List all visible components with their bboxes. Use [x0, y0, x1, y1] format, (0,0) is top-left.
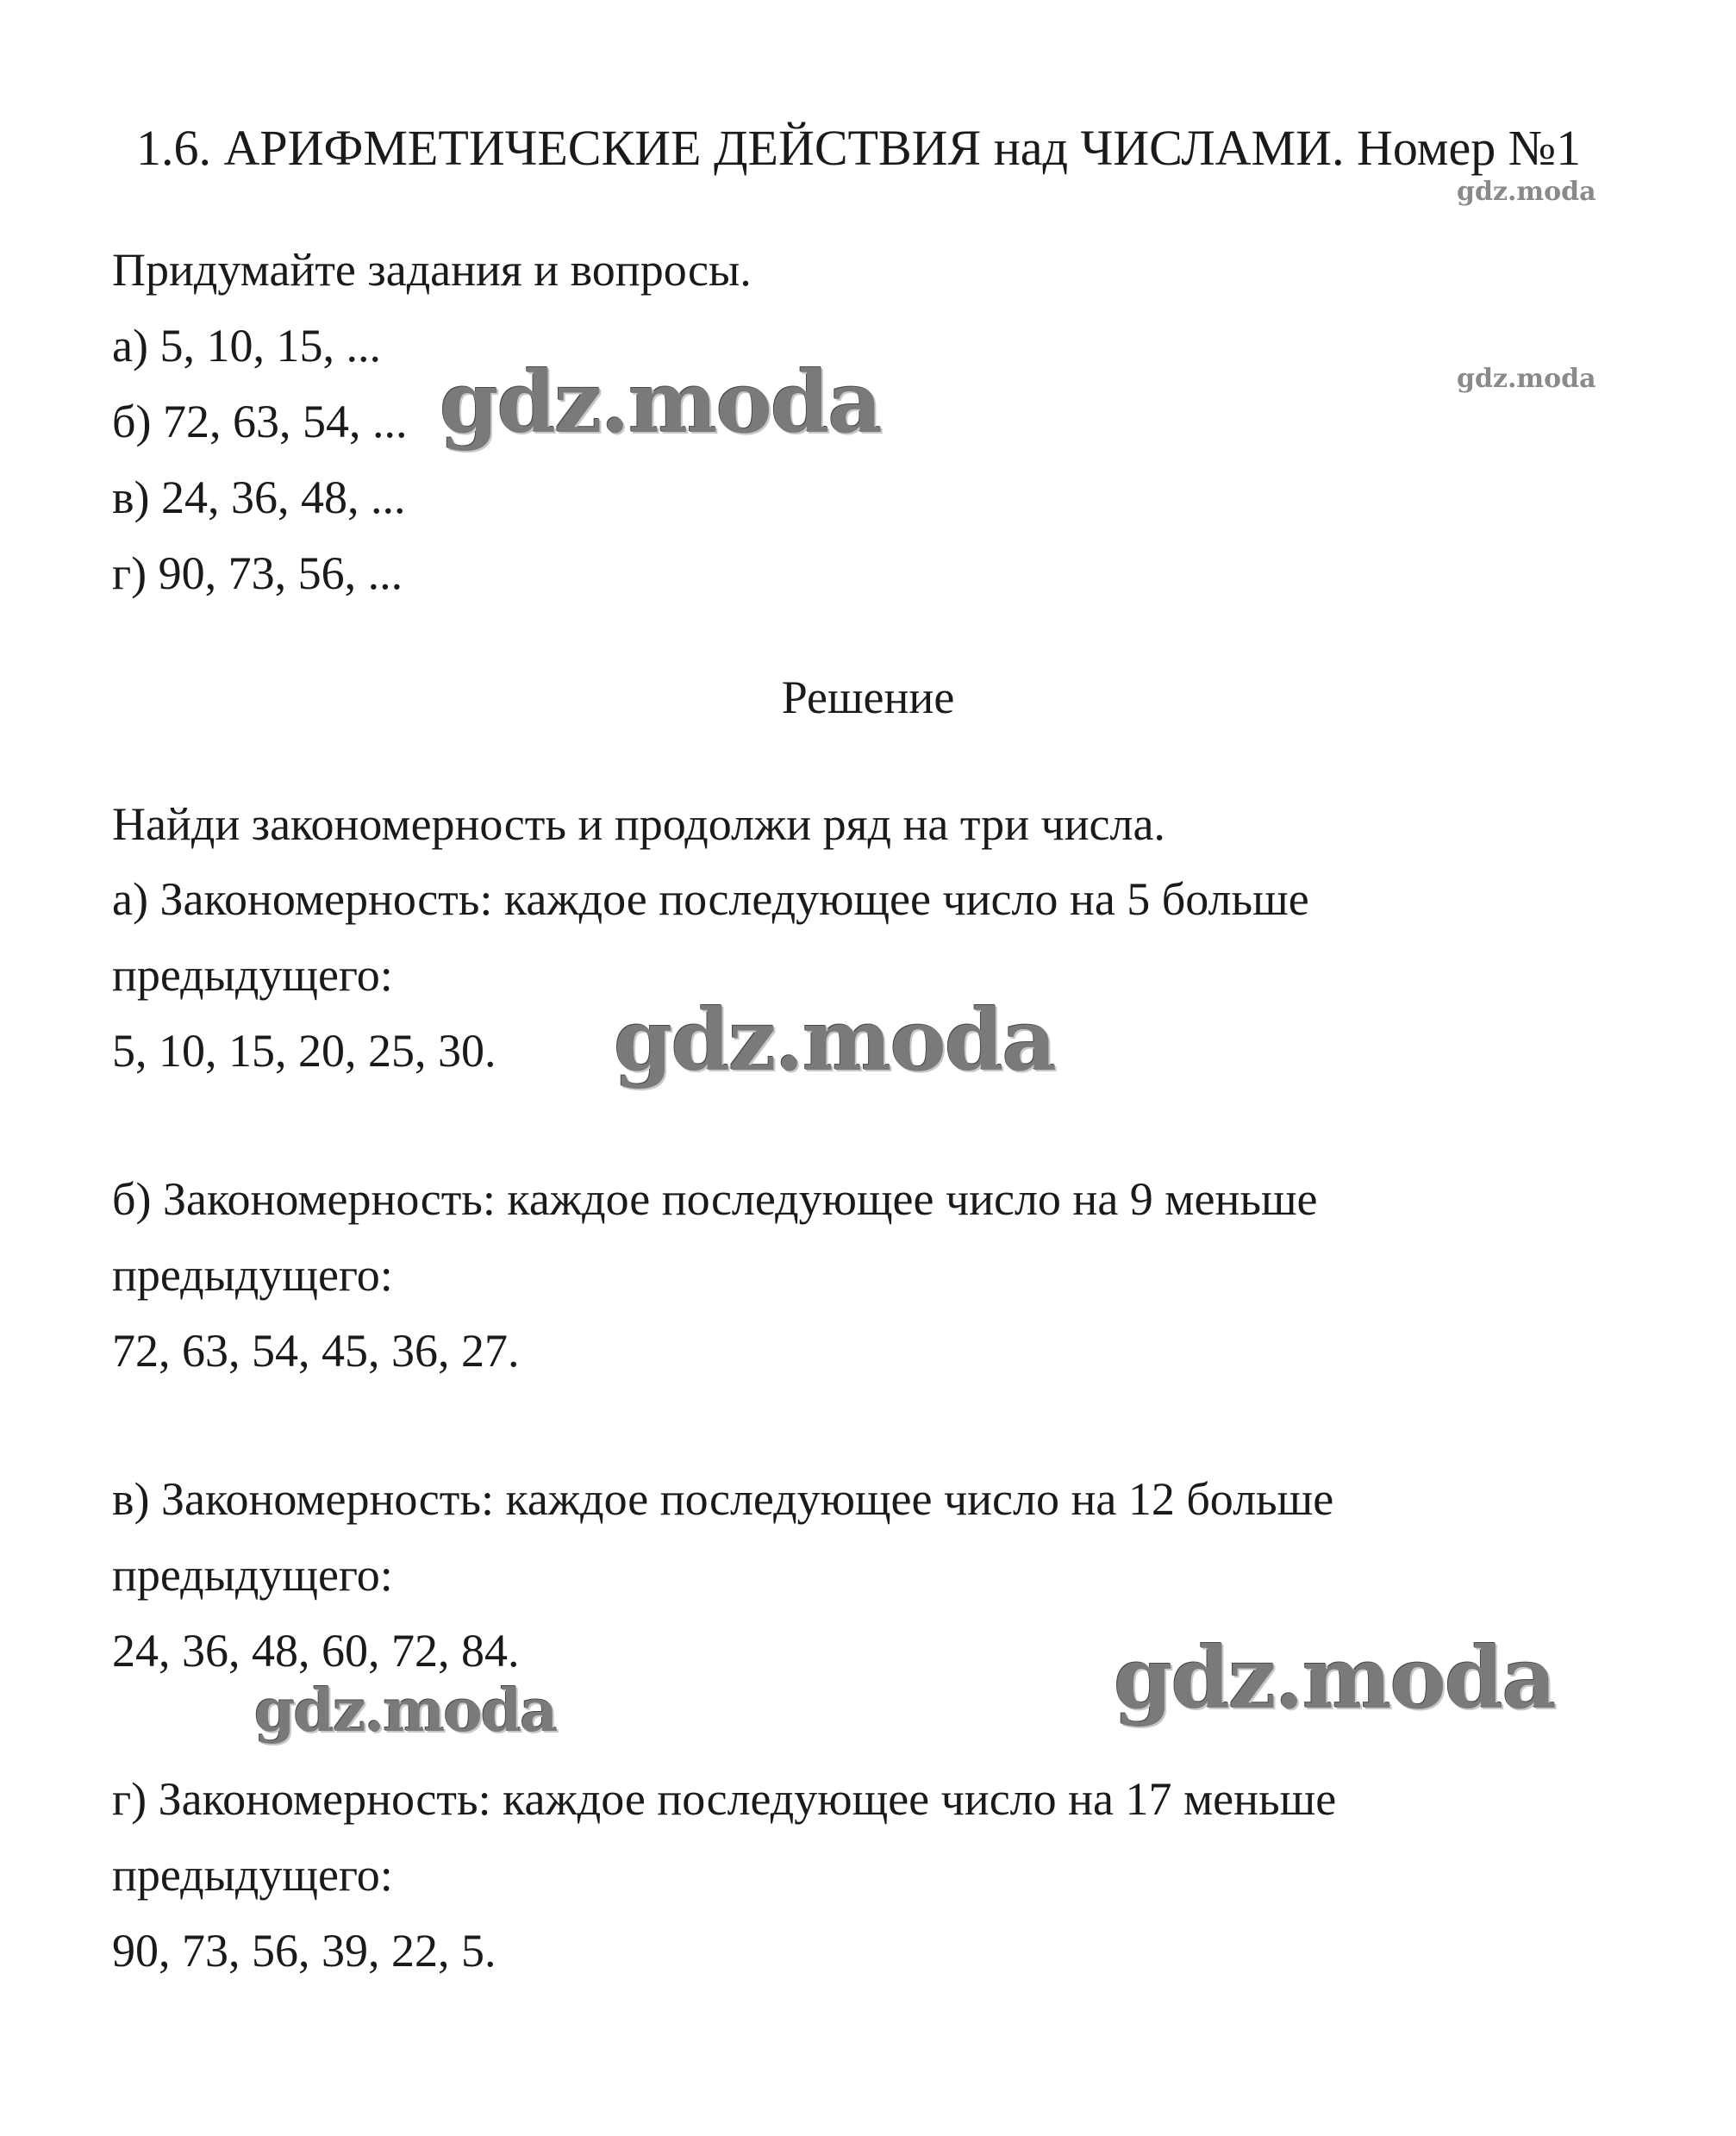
solution-d-line2: предыдущего:: [112, 1849, 393, 1901]
watermark-small-right: gdz.moda: [1457, 364, 1596, 394]
watermark-large-c: gdz.moda: [1114, 1629, 1555, 1728]
task-prompt: Придумайте задания и вопросы.: [112, 244, 752, 296]
solution-d-line1: г) Закономерность: каждое последующее число на 17 меньше: [112, 1773, 1337, 1825]
solution-intro: Найди закономерность и продолжи ряд на три числа.: [112, 798, 1165, 850]
solution-b-line1: б) Закономерность: каждое последующее число на 9 меньше: [112, 1173, 1318, 1225]
solution-a-line2: предыдущего:: [112, 949, 393, 1001]
watermark-large-task: gdz.moda: [440, 353, 881, 453]
solution-a-sequence: 5, 10, 15, 20, 25, 30.: [112, 1025, 496, 1077]
task-item-c: в) 24, 36, 48, ...: [112, 472, 406, 523]
solution-a-line1: а) Закономерность: каждое последующее число на 5 больше: [112, 873, 1309, 925]
task-item-b: б) 72, 63, 54, ...: [112, 396, 408, 447]
task-item-d: г) 90, 73, 56, ...: [112, 547, 403, 599]
solution-b-sequence: 72, 63, 54, 45, 36, 27.: [112, 1325, 520, 1377]
solution-d-sequence: 90, 73, 56, 39, 22, 5.: [112, 1925, 496, 1977]
watermark-large-a: gdz.moda: [614, 991, 1055, 1090]
solution-b-line2: предыдущего:: [112, 1249, 393, 1301]
page-title: 1.6. АРИФМЕТИЧЕСКИЕ ДЕЙСТВИЯ над ЧИСЛАМИ. Номер №1: [136, 120, 1582, 176]
solution-c-sequence: 24, 36, 48, 60, 72, 84.: [112, 1625, 520, 1677]
watermark-medium-c: gdz.moda: [254, 1677, 557, 1746]
solution-heading: Решение: [781, 671, 955, 723]
solution-c-line2: предыдущего:: [112, 1549, 393, 1601]
watermark-small-top: gdz.moda: [1457, 177, 1596, 207]
solution-c-line1: в) Закономерность: каждое последующее число на 12 больше: [112, 1473, 1334, 1525]
task-item-a: а) 5, 10, 15, ...: [112, 320, 381, 372]
